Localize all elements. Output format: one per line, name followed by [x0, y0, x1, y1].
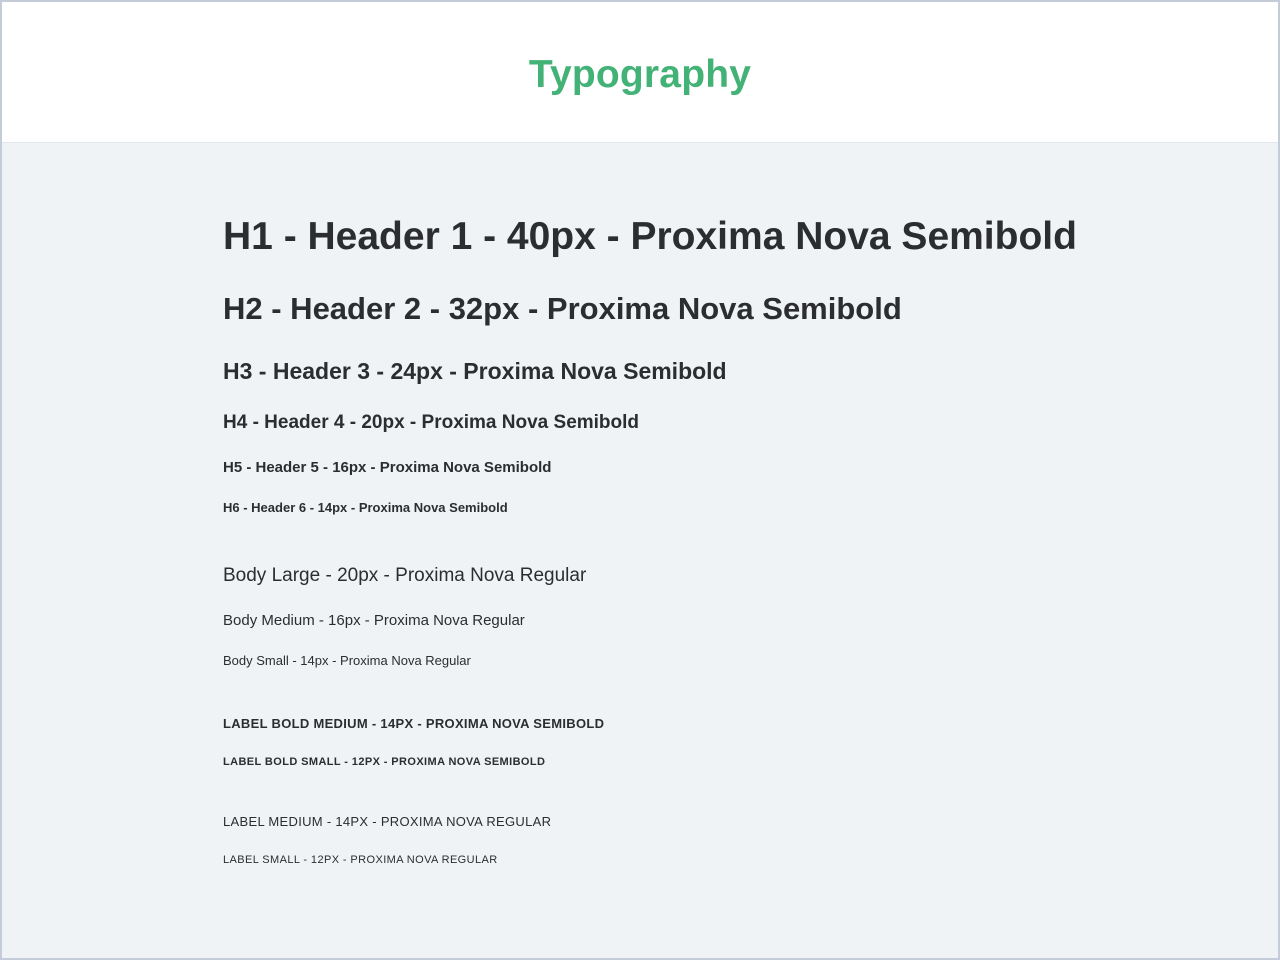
heading-2-sample: H2 - Header 2 - 32px - Proxima Nova Semibold [223, 291, 902, 326]
heading-1-sample: H1 - Header 1 - 40px - Proxima Nova Semibold [223, 215, 1077, 258]
page-title: Typography [528, 53, 752, 96]
type-specimen-list [223, 143, 1278, 958]
body-large-sample: Body Large - 20px - Proxima Nova Regular [223, 565, 587, 586]
heading-5-sample: H5 - Header 5 - 16px - Proxima Nova Semibold [223, 459, 552, 476]
label-small-sample: LABEL SMALL - 12PX - PROXIMA NOVA REGULAR [223, 854, 498, 866]
page-header [2, 2, 1278, 143]
label-medium-sample: LABEL MEDIUM - 14PX - PROXIMA NOVA REGULAR [223, 814, 552, 829]
label-bold-small-sample: LABEL BOLD SMALL - 12PX - PROXIMA NOVA SEMIBOLD [223, 756, 546, 768]
body-small-sample: Body Small - 14px - Proxima Nova Regular [223, 653, 471, 668]
body-medium-sample: Body Medium - 16px - Proxima Nova Regular [223, 612, 525, 629]
label-bold-medium-sample: LABEL BOLD MEDIUM - 14PX - PROXIMA NOVA SEMIBOLD [223, 716, 605, 731]
heading-3-sample: H3 - Header 3 - 24px - Proxima Nova Semibold [223, 358, 727, 384]
heading-4-sample: H4 - Header 4 - 20px - Proxima Nova Semibold [223, 412, 640, 433]
heading-6-sample: H6 - Header 6 - 14px - Proxima Nova Semibold [223, 500, 508, 515]
